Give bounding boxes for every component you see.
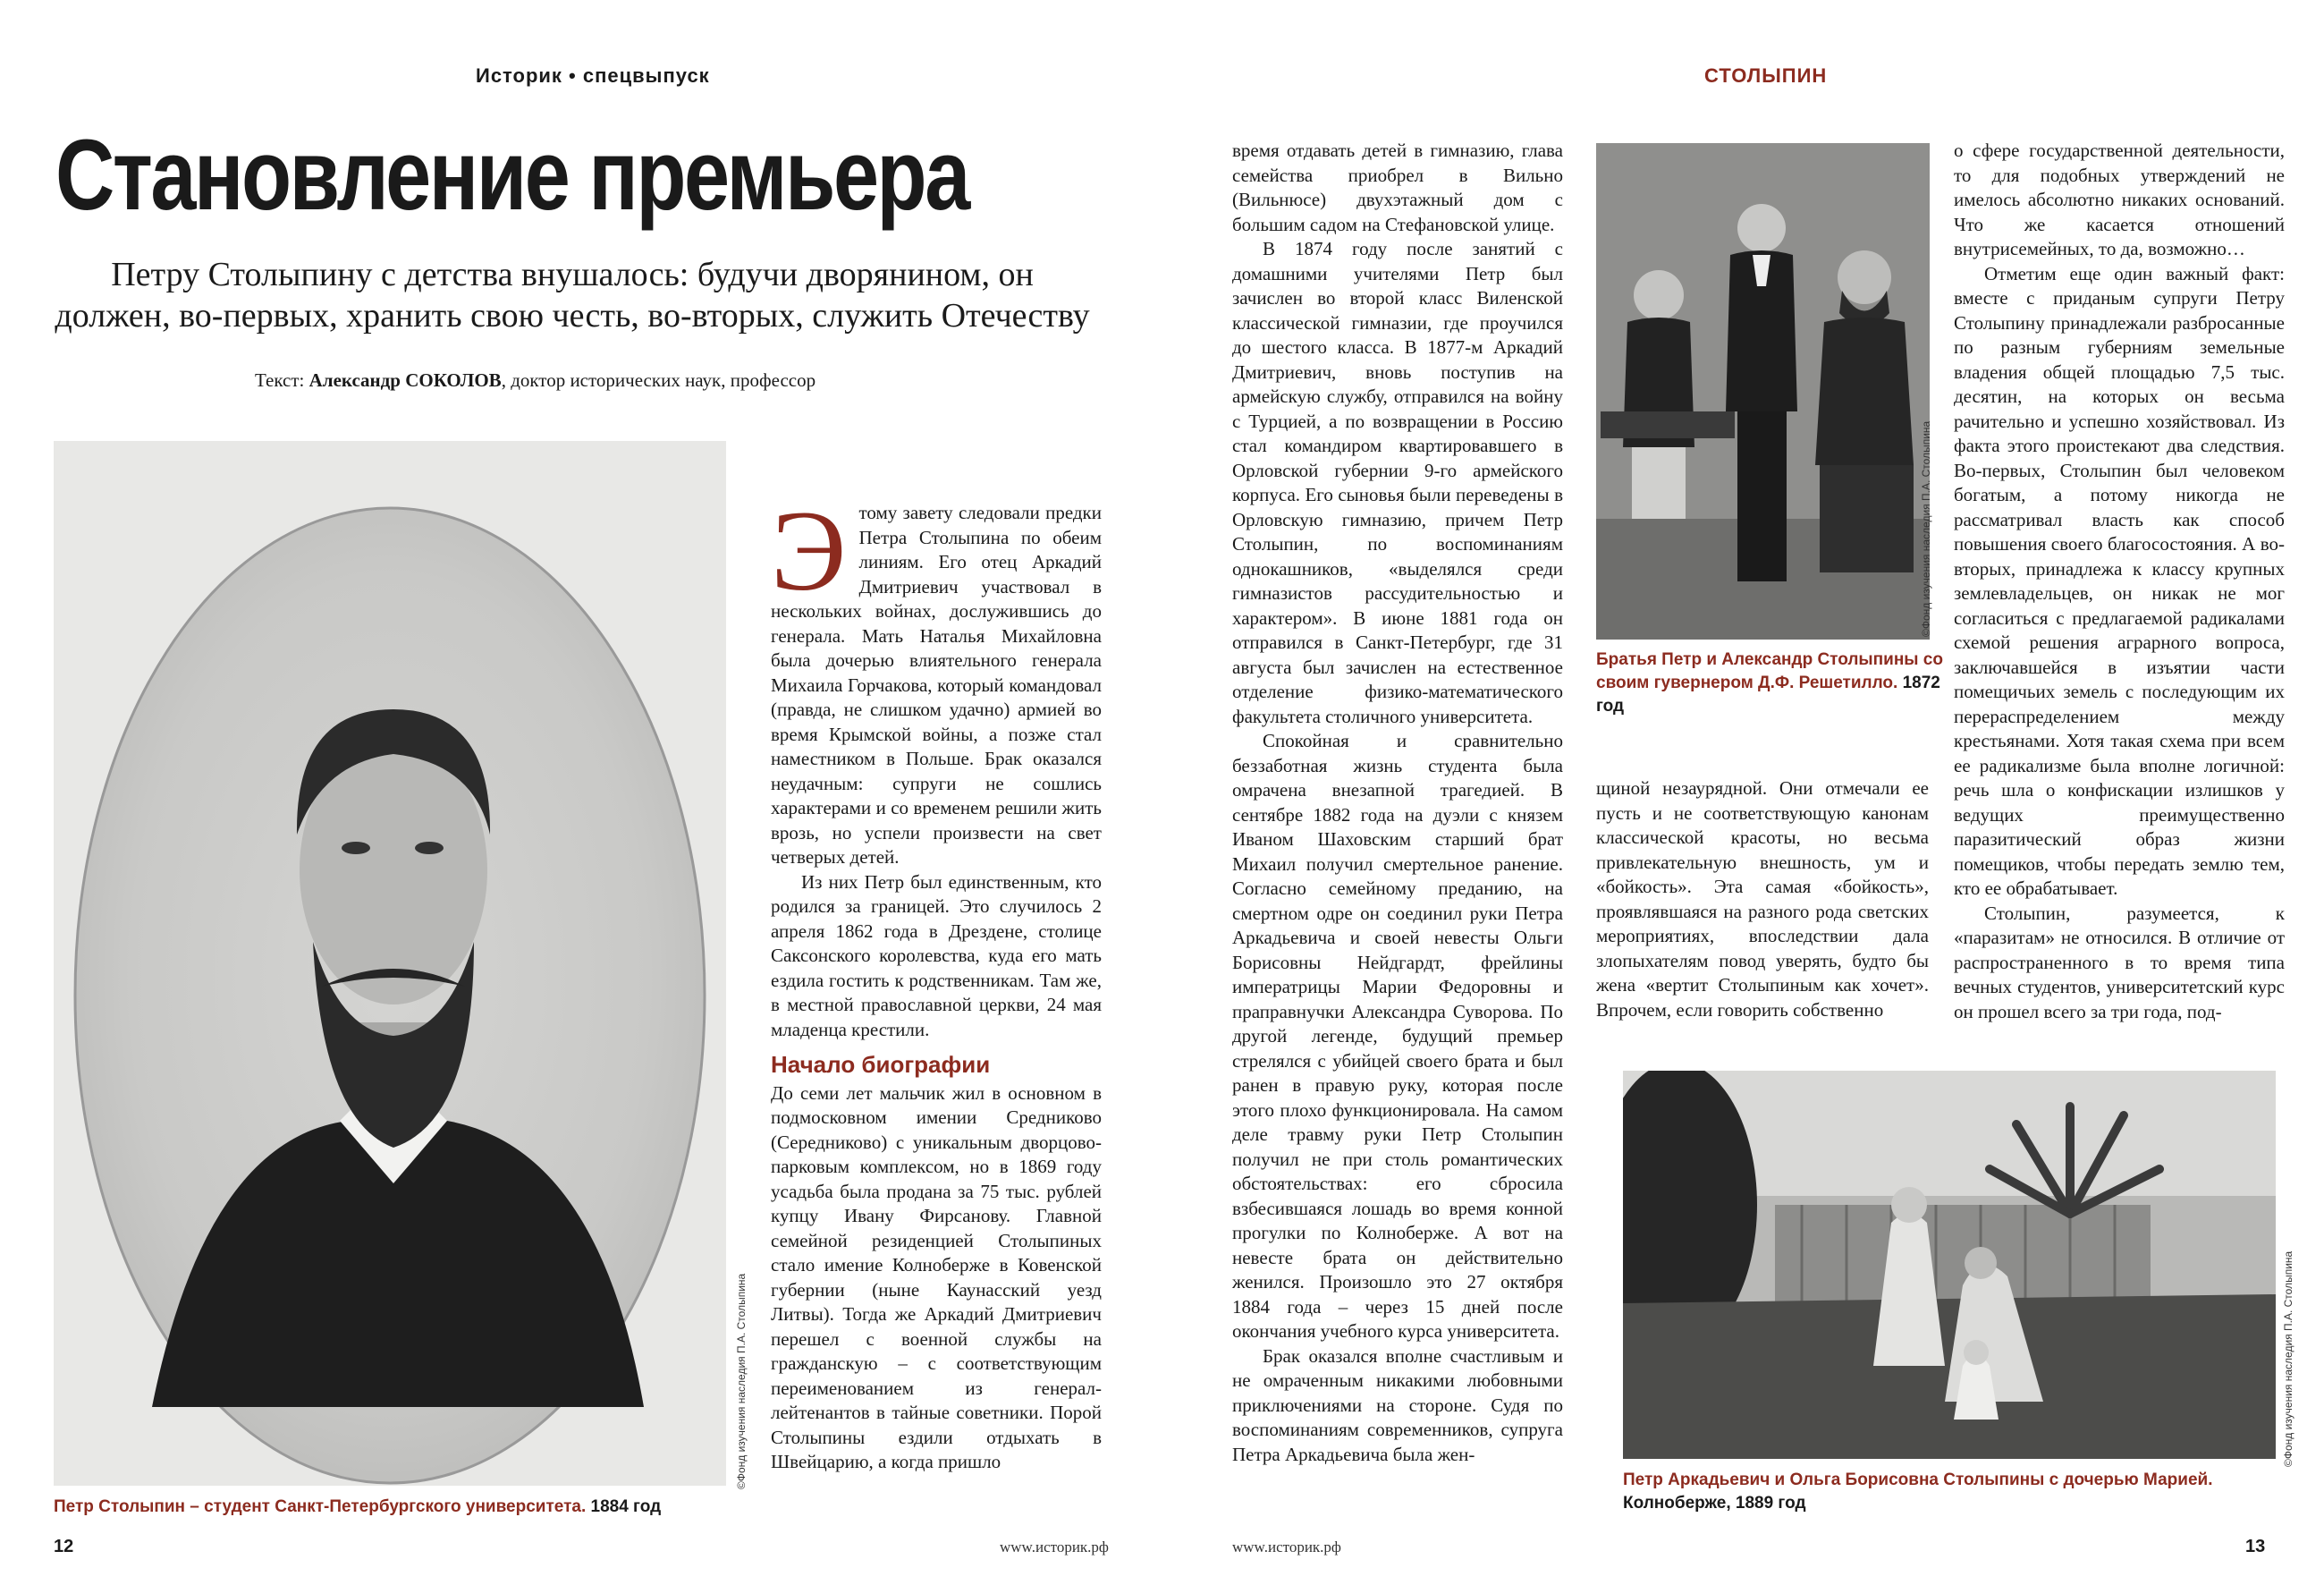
paragraph: Брак оказался вполне счастливым и не омраченным никакими любовными приключениями на стороне. Судя по воспоминаниям современников, супруга Петра Аркадьевича была жен- xyxy=(1232,1344,1563,1465)
byline xyxy=(255,369,816,392)
portrait-image xyxy=(54,441,726,1486)
brothers-image xyxy=(1596,143,1930,640)
running-header-right: СТОЛЫПИН xyxy=(1704,64,1828,87)
right-body-column-3 xyxy=(1954,139,2285,1024)
brothers-caption xyxy=(1596,648,1945,718)
page-number-right: 13 xyxy=(2245,1537,2266,1556)
brothers-photo-credit: ©Фонд изучения наследия П.А. Столыпина xyxy=(1920,420,1932,637)
family-caption-text: Петр Аркадьевич и Ольга Борисовна Столыпины с дочерью Марией. xyxy=(1623,1471,2213,1489)
byline-author: Александр СОКОЛОВ xyxy=(308,369,502,391)
running-header-left: Историк • спецвыпуск xyxy=(476,64,710,87)
family-image xyxy=(1623,1071,2276,1459)
page-number-left: 12 xyxy=(54,1537,74,1556)
site-url-left: www.историк.рф xyxy=(1000,1538,1109,1555)
portrait-credit: ©Фонд изучения наследия П.А. Столыпина xyxy=(735,1273,748,1489)
paragraph: тому завету следовали предки Петра Столыпина по обеим линиям. Его отец Аркадий Дмитриевич участвовал в нескольких войнах, дослужившись до генерала. Мать Наталья Михайловна была дочерью влиятельного генерала Михаила Горчакова, который командовал (правда, не слишком удачно) армией во время Крымской войны, а позже стал наместником в Польше. Брак оказался неудачным: супруги не сошлись характерами и со временем решили жить врозь, но успели произвести на свет четверых детей. xyxy=(771,502,1102,868)
site-url-right: www.историк.рф xyxy=(1232,1538,1341,1555)
family-photo-credit: ©Фонд изучения наследия П.А. Столыпина xyxy=(2282,1250,2294,1467)
portrait-photo xyxy=(54,441,726,1486)
paragraph: Отметим еще один важный факт: вместе с приданым супруги Петру Столыпину принадлежали разбросанные по разным губерниям земельные владения общей площадью 7,5 тыс. десятин, на которых он весьма рачительно и успешно хозяйствовал. Из факта этого проистекают два следствия. Во-первых, Столыпин был человеком богатым, а потому никогда не рассматривал власть как способ повышения своего благосостояния. А во-вторых, принадлежа к классу крупных землевладельцев, он никак не мог согласиться с предлагаемой радикалами схемой решения аграрного вопроса, заключавшейся в изъятии части помещичьих земель с последующим их перераспределением между крестьянами. Хотя такая схема при всем ее радикализме была вполне логичной: речь шла о конфискации излишков у ведущих преимущественно паразитический образ жизни помещиков, чтобы передать землю тем, кто ее обрабатывает. xyxy=(1954,262,2285,899)
family-caption-place: Колноберже, 1889 год xyxy=(1623,1494,1806,1513)
paragraph: Столыпин, разумеется, к «паразитам» не относился. В отличие от распространенного в то время типа вечных студентов, университетский курс он прошел всего за три года, под- xyxy=(1954,902,2285,1022)
portrait-caption-year: 1884 год xyxy=(590,1497,662,1516)
paragraph: Из них Петр был единственным, кто родился за границей. Это случилось 2 апреля 1862 года в Дрездене, столице Саксонского королевства, куда его мать ездила гостить к родственникам. Там же, в местной православной церкви, 24 мая младенца крестили. xyxy=(771,870,1102,1040)
portrait-caption-text: Петр Столыпин – студент Санкт-Петербургского университета. xyxy=(54,1497,587,1516)
family-caption xyxy=(1623,1469,2276,1515)
byline-prefix: Текст: xyxy=(255,369,309,391)
section-subhead: Начало биографии xyxy=(771,1051,991,1078)
drop-cap: Э xyxy=(771,487,847,615)
family-photo xyxy=(1623,1071,2276,1459)
left-body-column xyxy=(771,487,1102,1475)
paragraph: Спокойная и сравнительно беззаботная жизнь студента была омрачена внезапной трагедией. В сентябре 1882 года на дуэли с князем Иваном Шаховским старший брат Михаил получил смертельное ранение. Согласно семейному преданию, на смертном одре он соединил руки Петра Аркадьевича и своей невесты Ольги Борисовны Нейдгардт, фрейлины императрицы Марии Федоровны и праправнучки Александра Суворова. По другой легенде, будущий премьер стрелялся с убийцей своего брата и был ранен в правую руку, которая после этого плохо функционировала. На самом деле травму руки Петр Столыпин получил не при столь романтических обстоятельствах: его сбросила взбесившаяся лошадь во время конной прогулки по Колноберже. А вот на невесте брата он действительно женился. Произошло это 27 октября 1884 года – через 15 дней после окончания учебного курса университета. xyxy=(1232,730,1563,1342)
right-body-column-2 xyxy=(1596,776,1929,1022)
brothers-caption-text: Братья Петр и Александр Столыпины со своим гувернером Д.Ф. Решетилло. xyxy=(1596,650,1943,692)
paragraph: время отдавать детей в гимназию, глава семейства приобрел в Вильно (Вильнюсе) двухэтажный дом с большим садом на Стефановской улице. xyxy=(1232,140,1563,235)
paragraph: щиной незаурядной. Они отмечали ее пусть и не соответствующую канонам классической красоты, но весьма привлекательную внешность, ум и «бойкость». Эта самая «бойкость», проявлявшаяся на разного рода светских мероприятиях, впоследствии дала злопыхателям повод уверять, будто бы жена «вертит Столыпиным как хочет». Впрочем, если говорить собственно xyxy=(1596,777,1929,1021)
brothers-photo xyxy=(1596,143,1930,640)
portrait-caption xyxy=(54,1496,733,1519)
article-title: Становление премьера xyxy=(55,119,968,231)
byline-suffix: , доктор исторических наук, профессор xyxy=(501,369,816,391)
paragraph: До семи лет мальчик жил в основном в подмосковном имении Средниково (Середниково) с уникальным дворцово-парковым комплексом, но в 1869 году усадьба была продана за 75 тыс. рублей купцу Ивану Фирсанову. Главной семейной резиденцией Столыпиных стало имение Колноберже в Ковенской губернии (ныне Каунасский уезд Литвы). Тогда же Аркадий Дмитриевич перешел с военной службы на гражданскую – с соответствующим переименованием из генерал-лейтенантов в тайные советники. Порой Столыпины ездили отдыхать в Швейцарию, а когда пришло xyxy=(771,1081,1102,1472)
article-lead: Петру Столыпину с детства внушалось: будучи дворянином, он должен, во-первых, хранить свою честь, во-вторых, служить Отечеству xyxy=(55,256,1090,335)
paragraph: о сфере государственной деятельности, то для подобных утверждений не имелось абсолютно никаких оснований. Что же касается отношений внутрисемейных, то да, возможно… xyxy=(1954,140,2285,259)
paragraph: В 1874 году после занятий с домашними учителями Петр был зачислен во второй класс Виленской классической гимназии, где проучился до шестого класса. В 1877-м Аркадий Дмитриевич, вновь поступив на армейскую службу, отправился на войну с Турцией, а по возвращении в Россию стал командиром квартировавшего в Орловской губернии 9-го армейского корпуса. Его сыновья были переведены в Орловскую гимназию, причем Петр Столыпин, по воспоминаниям однокашников, «выделялся среди гимназистов рассудительностью и характером». В июне 1881 года он отправился в Санкт-Петербург, где 31 августа был зачислен на естественное отделение физико-математического факультета столичного университета. xyxy=(1232,238,1563,727)
brothers-caption-year: 1872 год xyxy=(1596,674,1940,716)
right-body-column-1 xyxy=(1232,139,1563,1467)
